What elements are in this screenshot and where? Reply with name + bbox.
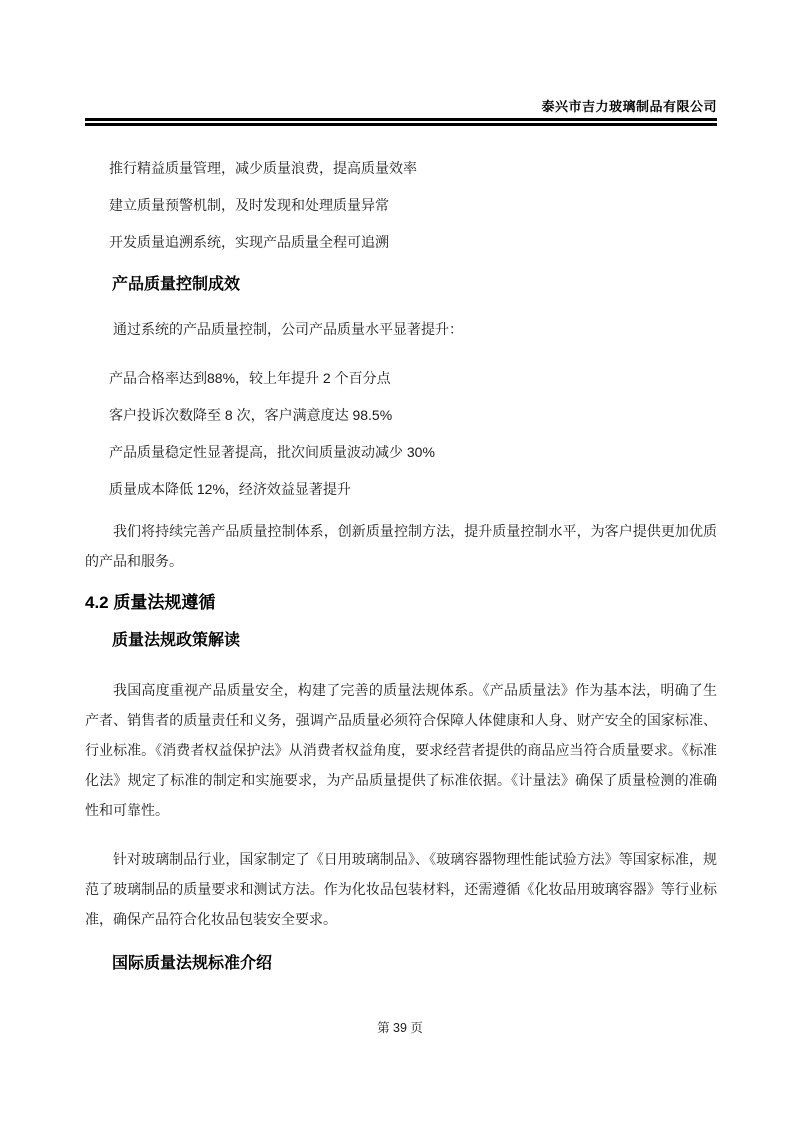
quality-metrics: [85, 368, 717, 500]
heading-section-4-2: 4.2 质量法规遵循: [85, 593, 216, 612]
intro-line: 建立质量预警机制，及时发现和处理质量异常: [109, 197, 389, 213]
intro-line: 开发质量追溯系统，实现产品质量全程可追溯: [109, 234, 389, 250]
heading-quality-control-results: 产品质量控制成效: [112, 276, 241, 293]
regulation-domestic-paragraph: 我国高度重视产品质量安全，构建了完善的质量法规体系。《产品质量法》作为基本法，明确了生产者、销售者的质量责任和义务，强调产品质量必须符合保障人体健康和人身、财产安全的国家标准、行业标准。《消费者权益保护法》从消费者权益角度，要求经营者提供的商品应当符合质量要求。《标准化法》规定了标准的制定和实施要求，为产品质量提供了标准依据。《计量法》确保了质量检测的准确性和可靠性。: [85, 682, 717, 818]
page-number: 第 39 页: [377, 1021, 423, 1035]
metric-line: 产品质量稳定性显著提高，批次间质量波动减少 30%: [109, 444, 435, 460]
page-footer: [0, 1018, 800, 1036]
page-header: [85, 0, 717, 126]
metric-line: 客户投诉次数降至 8 次，客户满意度达 98.5%: [109, 407, 393, 423]
heading-regulation-policy: 质量法规政策解读: [112, 632, 241, 649]
header-company-name: 泰兴市吉力玻璃制品有限公司: [541, 99, 717, 114]
regulation-industry-paragraph: 针对玻璃制品行业，国家制定了《日用玻璃制品》、《玻璃容器物理性能试验方法》等国家标准，规范了玻璃制品的质量要求和测试方法。作为化妆品包装材料，还需遵循《化妆品用玻璃容器》等行业标准，确保产品符合化妆品包装安全要求。: [85, 851, 717, 927]
document-body: [85, 158, 717, 976]
metric-line: 质量成本降低 12%，经济效益显著提升: [109, 481, 351, 497]
quality-control-lead-paragraph: 通过系统的产品质量控制，公司产品质量水平显著提升：: [113, 321, 463, 337]
header-rule: [85, 118, 717, 126]
intro-line: 推行精益质量管理，减少质量浪费，提高质量效率: [109, 160, 417, 176]
heading-international-standards: 国际质量法规标准介绍: [112, 955, 273, 972]
metric-line: 产品合格率达到88%，较上年提升 2 个百分点: [109, 370, 391, 386]
quality-control-closing-paragraph: 我们将持续完善产品质量控制体系，创新质量控制方法，提升质量控制水平，为客户提供更加优质的产品和服务。: [85, 523, 717, 569]
